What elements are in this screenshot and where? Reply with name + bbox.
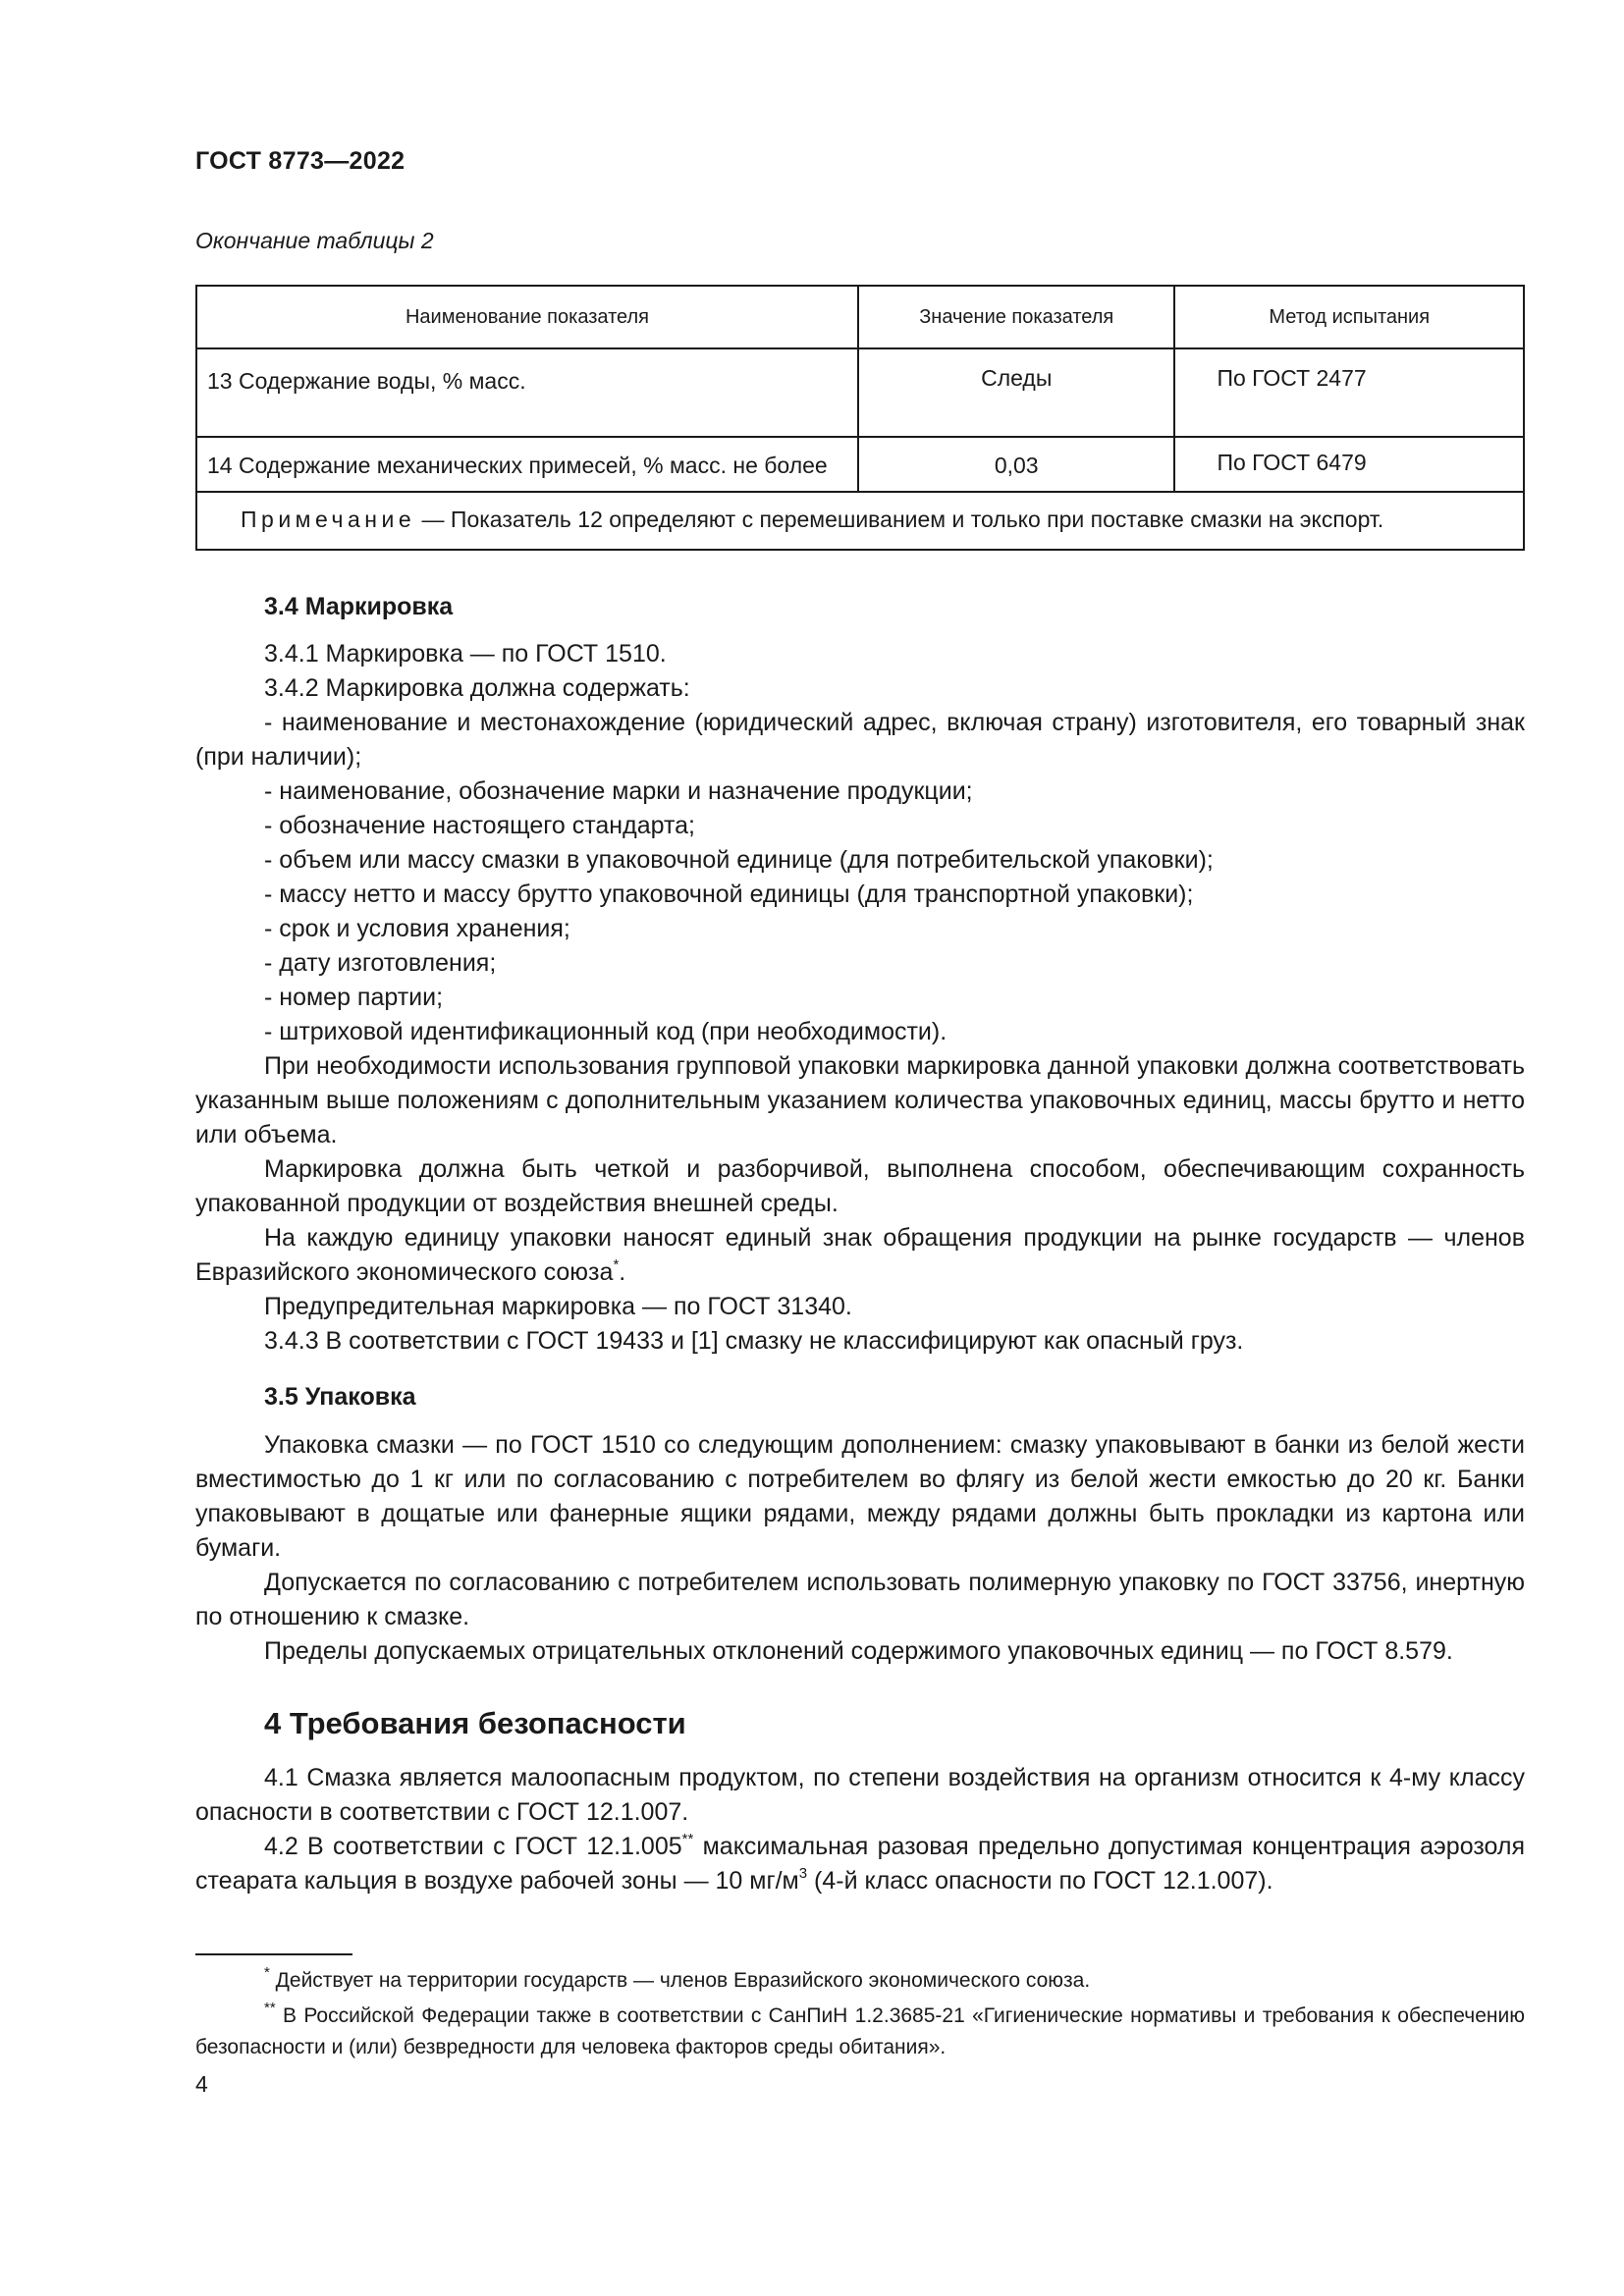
table-note xyxy=(196,492,1524,550)
footnote-mark: ** xyxy=(681,1830,694,1847)
paragraph: 3.4.2 Маркировка должна содержать: xyxy=(264,674,690,702)
document-body xyxy=(195,590,1525,1898)
indicator-value: Следы xyxy=(858,348,1174,437)
paragraph xyxy=(195,1221,1525,1290)
footnote-separator xyxy=(195,1953,352,1955)
column-header: Значение показателя xyxy=(858,286,1174,348)
indicator-value: 0,03 xyxy=(858,437,1174,492)
paragraph: Упаковка смазки — по ГОСТ 1510 со следующим дополнением: смазку упаковывают в банки из белой жести вместимостью до 1 кг или по согласованию с потребителем во флягу из белой жести емкостью до 20 кг. Банки упаковывают в дощатые или фанерные ящики рядами, между рядами должны быть прокладки из картона или бумаги. xyxy=(195,1431,1525,1562)
paragraph: Маркировка должна быть четкой и разборчивой, выполнена способом, обеспечивающим сохранность упакованной продукции от воздействия внешней среды. xyxy=(195,1155,1525,1217)
list-item: - дату изготовления; xyxy=(264,949,497,977)
paragraph: При необходимости использования групповой упаковки маркировка данной упаковки должна соответствовать указанным выше положениям с дополнительным указанием количества упаковочных единиц, массы брутто и нетто или объема. xyxy=(195,1052,1525,1148)
test-method: По ГОСТ 2477 xyxy=(1174,348,1524,437)
table-row xyxy=(196,437,1524,492)
section-heading-3-4: 3.4 Маркировка xyxy=(264,593,454,620)
note-label: Примечание xyxy=(241,507,416,532)
paragraph: 3.4.3 В соответствии с ГОСТ 19433 и [1] смазку не классифицируют как опасный груз. xyxy=(264,1327,1244,1355)
paragraph: 3.4.1 Маркировка — по ГОСТ 1510. xyxy=(264,640,667,667)
list-item: - обозначение настоящего стандарта; xyxy=(264,812,695,839)
table-row xyxy=(196,348,1524,437)
paragraph: Допускается по согласованию с потребителем использовать полимерную упаковку по ГОСТ 33756, инертную по отношению к смазке. xyxy=(195,1569,1525,1630)
page-number: 4 xyxy=(195,2071,208,2097)
table-header-row xyxy=(196,286,1524,348)
document-header: ГОСТ 8773—2022 xyxy=(195,147,406,175)
list-item: - номер партии; xyxy=(264,984,444,1011)
paragraph-text: 4.2 В соответствии с ГОСТ 12.1.005 xyxy=(264,1833,682,1860)
indicator-name: 13 Содержание воды, % масс. xyxy=(196,348,858,437)
footnote xyxy=(195,1965,1525,1997)
test-method: По ГОСТ 6479 xyxy=(1174,437,1524,492)
list-item: - штриховой идентификационный код (при необходимости). xyxy=(264,1018,947,1045)
paragraph: 4.1 Смазка является малоопасным продуктом, по степени воздействия на организм относится к 4-му классу опасности в соответствии с ГОСТ 12.1.007. xyxy=(195,1764,1525,1826)
section-heading-4: 4 Требования безопасности xyxy=(264,1706,686,1740)
table-note-row xyxy=(196,492,1524,550)
footnotes xyxy=(195,1965,1525,2063)
footnote xyxy=(195,2001,1525,2063)
footnote-mark: ** xyxy=(264,2000,276,2016)
paragraph: Пределы допускаемых отрицательных отклонений содержимого упаковочных единиц — по ГОСТ 8.579. xyxy=(264,1637,1453,1665)
section-heading-3-5: 3.5 Упаковка xyxy=(264,1383,416,1411)
table-caption: Окончание таблицы 2 xyxy=(195,228,434,253)
footnote-mark: * xyxy=(613,1255,620,1273)
paragraph-text: (4-й класс опасности по ГОСТ 12.1.007). xyxy=(807,1867,1273,1895)
footnote-mark: * xyxy=(264,1964,270,1981)
list-item: - объем или массу смазки в упаковочной единице (для потребительской упаковки); xyxy=(264,846,1214,874)
unit-superscript: 3 xyxy=(798,1864,808,1882)
list-item: - срок и условия хранения; xyxy=(264,915,570,942)
column-header: Наименование показателя xyxy=(196,286,858,348)
paragraph-end: . xyxy=(619,1258,626,1286)
indicator-table xyxy=(195,285,1525,551)
list-item: - наименование, обозначение марки и назначение продукции; xyxy=(264,777,973,805)
indicator-name: 14 Содержание механических примесей, % масс. не более xyxy=(196,437,858,492)
footnote-text: В Российской Федерации также в соответствии с СанПиН 1.2.3685-21 «Гигиенические нормативы и требования к обеспечению безопасности и (или) безвредности для человека факторов среды обитания». xyxy=(195,2004,1525,2058)
note-text: — Показатель 12 определяют с перемешиванием и только при поставке смазки на экспорт. xyxy=(421,507,1384,532)
paragraph: Предупредительная маркировка — по ГОСТ 31340. xyxy=(264,1293,852,1320)
list-item: - массу нетто и массу брутто упаковочной единицы (для транспортной упаковки); xyxy=(264,881,1194,908)
paragraph-text: максимальная разовая предельно допустимая концентрация аэрозоля стеарата кальция в воздухе рабочей зоны — 10 мг/м xyxy=(195,1833,1525,1895)
paragraph-text: На каждую единицу упаковки наносят единый знак обращения продукции на рынке государств — членов Евразийского экономического союза xyxy=(195,1224,1525,1286)
column-header: Метод испытания xyxy=(1174,286,1524,348)
footnote-text: Действует на территории государств — членов Евразийского экономического союза. xyxy=(269,1969,1091,1992)
list-item: - наименование и местонахождение (юридический адрес, включая страну) изготовителя, его товарный знак (при наличии); xyxy=(195,709,1525,771)
paragraph xyxy=(195,1830,1525,1898)
